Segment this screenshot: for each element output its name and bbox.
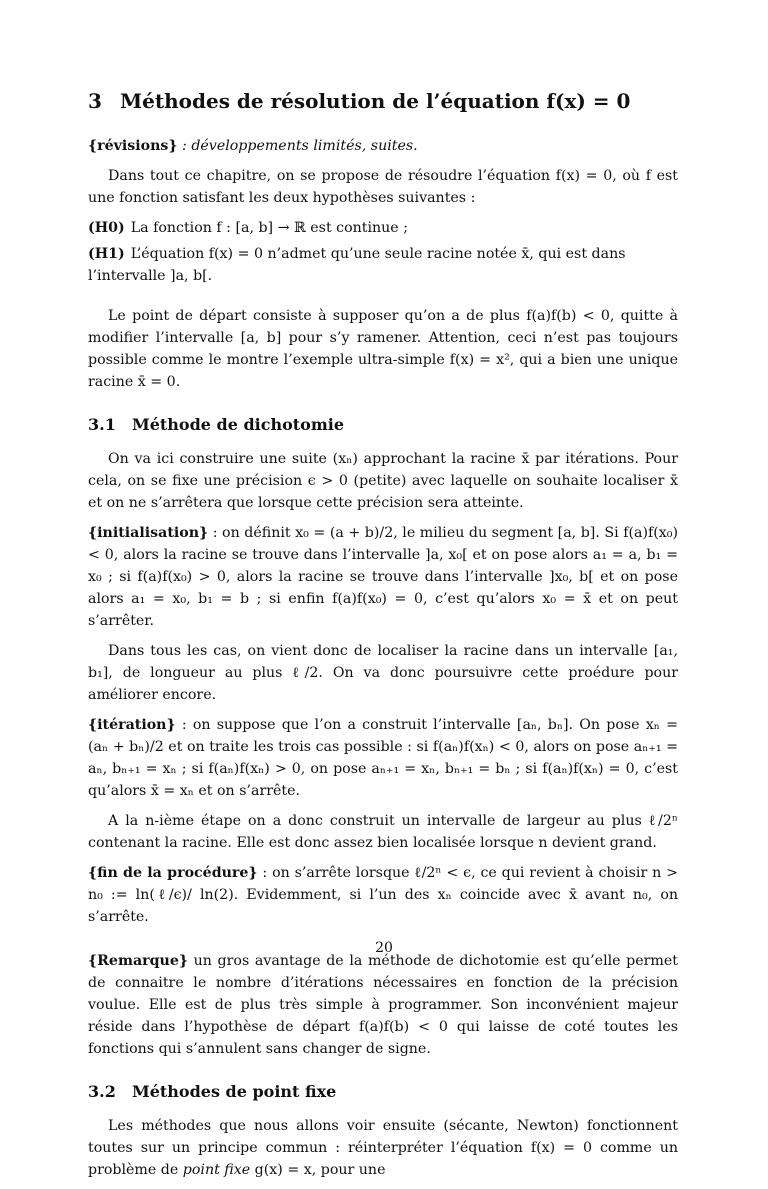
fin-procedure-tag: {fin de la procédure} xyxy=(88,864,258,881)
iteration-paragraph xyxy=(88,714,678,802)
section-number: 3 xyxy=(88,89,102,113)
point-fixe-text-a: Les méthodes que nous allons voir ensuite (sécante, Newton) fonctionnent toutes sur un principe commun : réinterpréter l’équation f(x) = 0 comme un problème de xyxy=(88,1117,678,1178)
hypothesis-h1 xyxy=(88,243,678,287)
remarque-tag: {Remarque} xyxy=(88,952,189,969)
intro-paragraph: Dans tout ce chapitre, on se propose de résoudre l’équation f(x) = 0, où f est une fonction satisfant les deux hypothèses suivantes : xyxy=(88,168,678,206)
remarque-text: un gros avantage de la méthode de dichotomie est qu’elle permet de connaitre le nombre d’itérations nécessaires en fonction de la précision voulue. Elle est de plus très simple à programmer. Son inconvénient majeur réside dans l’hypothèse de départ f(a)f(b) < 0 qui laisse de coté toutes les fonctions qui s’annulent sans changer de signe. xyxy=(88,952,678,1057)
page-number: 20 xyxy=(375,940,393,956)
fin-procedure-text: : on s’arrête lorsque ℓ/2ⁿ < ϵ, ce qui revient à choisir n > n₀ := ln(ℓ/ϵ)/ ln(2). Evidemment, si l’un des xₙ coincide avec x̄ avant n₀, on s’arrête. xyxy=(88,864,678,925)
point-fixe-text-b: g(x) = x, pour une xyxy=(250,1161,386,1178)
content xyxy=(88,86,678,1189)
point-fixe-emphasis: point fixe xyxy=(182,1161,251,1178)
section-heading xyxy=(88,86,678,117)
iteration-text: : on suppose que l’on a construit l’intervalle [aₙ, bₙ]. On pose xₙ = (aₙ + bₙ)/2 et on traite les trois cas possible : si f(aₙ)f(xₙ) < 0, alors on pose aₙ₊₁ = aₙ, bₙ₊₁ = xₙ ; si f(aₙ)f(xₙ) > 0, on pose aₙ₊₁ = xₙ, bₙ₊₁ = bₙ ; si f(aₙ)f(xₙ) = 0, c’est qu’alors x̄ = xₙ et on s’arrête. xyxy=(88,716,678,799)
hypothesis-h0 xyxy=(88,217,678,239)
h0-text: La fonction f : [a, b] → ℝ est continue ; xyxy=(130,220,408,236)
subsection-heading-point-fixe xyxy=(88,1080,678,1105)
point-fixe-paragraph xyxy=(88,1115,678,1181)
h0-tag: (H0) xyxy=(88,220,125,236)
subsection-heading-dichotomie xyxy=(88,413,678,438)
section-title: Méthodes de résolution de l’équation f(x) = 0 xyxy=(120,89,631,113)
nth-step-paragraph: A la n-ième étape on a donc construit un intervalle de largeur au plus ℓ/2ⁿ contenant la racine. Elle est donc assez bien localisée lorsque n devient grand. xyxy=(88,812,678,851)
revisions-line xyxy=(88,135,678,157)
dichotomie-intro: On va ici construire une suite (xₙ) approchant la racine x̄ par itérations. Pour cela, on se fixe une précision ϵ > 0 (petite) avec laquelle on souhaite localiser x̄ et on ne s’arrêtera que lorsque cette précision sera atteinte. xyxy=(88,450,678,511)
initialisation-text: : on définit x₀ = (a + b)/2, le milieu du segment [a, b]. Si f(a)f(x₀) < 0, alors la racine se trouve dans l’intervalle ]a, x₀[ et on pose alors a₁ = a, b₁ = x₀ ; si f(a)f(x₀) > 0, alors la racine se trouve dans l’intervalle ]x₀, b[ et on pose alors a₁ = x₀, b₁ = b ; si enfin f(a)f(x₀) = 0, c’est qu’alors x₀ = x̄ et on peut s’arrêter. xyxy=(88,524,678,629)
h1-text: L’équation f(x) = 0 n’admet qu’une seule racine notée x̄, qui est dans l’intervalle ]a, b[. xyxy=(88,246,626,284)
localisation-paragraph: Dans tous les cas, on vient donc de localiser la racine dans un intervalle [a₁, b₁], de longueur au plus ℓ/2. On va donc poursuivre cette proédure pour améliorer encore. xyxy=(88,642,678,703)
fin-procedure-paragraph xyxy=(88,862,678,928)
initialisation-paragraph xyxy=(88,522,678,632)
iteration-tag: {itération} xyxy=(88,716,176,733)
subsection-number: 3.2 xyxy=(88,1081,116,1101)
remarque-paragraph xyxy=(88,950,678,1060)
subsection-title: Méthode de dichotomie xyxy=(132,415,345,434)
subsection-number: 3.1 xyxy=(88,415,116,434)
subsection-title: Méthodes de point fixe xyxy=(132,1081,337,1101)
revisions-tag: {révisions} xyxy=(88,138,178,154)
revisions-text: : développements limités, suites. xyxy=(177,138,418,154)
h1-tag: (H1) xyxy=(88,246,125,262)
initialisation-tag: {initialisation} xyxy=(88,524,209,541)
starting-point-paragraph: Le point de départ consiste à supposer qu’on a de plus f(a)f(b) < 0, quitte à modifier l’intervalle [a, b] pour s’y ramener. Attention, ceci n’est pas toujours possible comme le montre l’exemple ultra-simple f(x) = x², qui a bien une unique racine x̄ = 0. xyxy=(88,308,678,390)
